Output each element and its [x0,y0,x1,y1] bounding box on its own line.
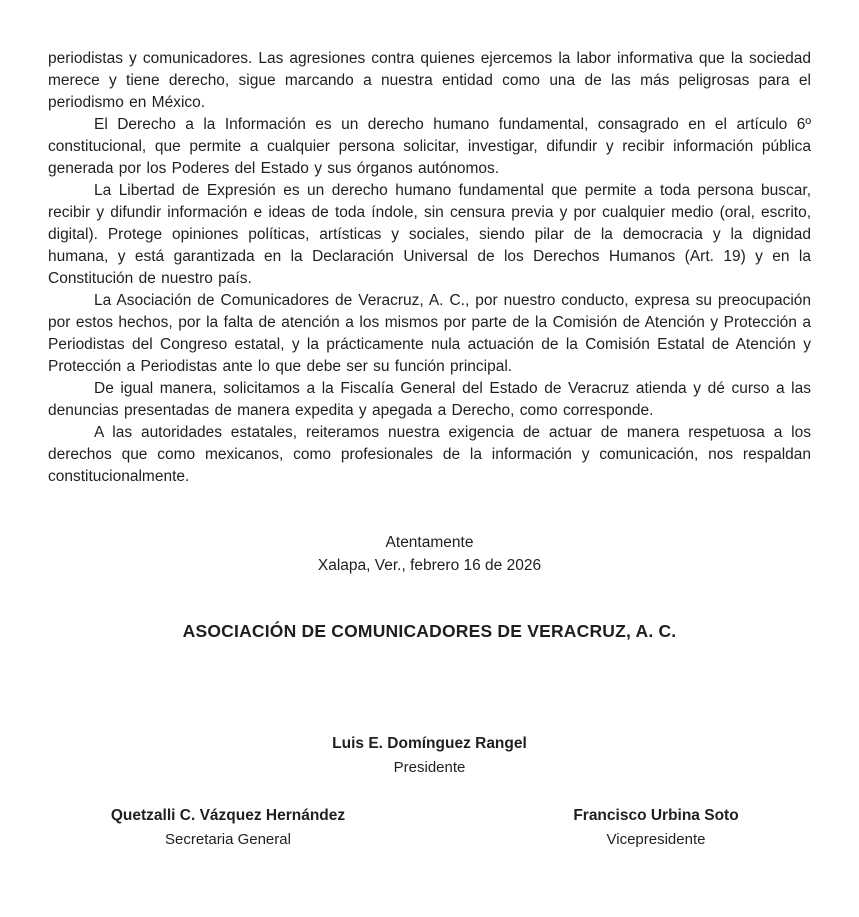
body-paragraph: periodistas y comunicadores. Las agresiones contra quienes ejercemos la labor informativa que la sociedad merece y tiene derecho, sigue marcando a nuestra entidad como una de las más peligrosas para el periodismo en México. [48,50,811,111]
body-paragraph: De igual manera, solicitamos a la Fiscalía General del Estado de Veracruz atienda y dé curso a las denuncias presentadas de manera expedita y apegada a Derecho, como corresponde. [48,380,811,419]
body-paragraph: El Derecho a la Información es un derecho humano fundamental, consagrado en el artículo 6º constitucional, que permite a cualquier persona solicitar, investigar, difundir y recibir información pública generada por los Poderes del Estado y sus órganos autónomos. [48,116,811,177]
signature-title-secretary: Secretaria General [165,831,291,848]
signature-name-secretary: Quetzalli C. Vázquez Hernández [110,807,346,824]
signature-name-vicepresident: Francisco Urbina Soto [573,807,739,824]
body-paragraph: La Asociación de Comunicadores de Veracruz, A. C., por nuestro conducto, expresa su preocupación por estos hechos, por la falta de atención a los mismos por parte de la Comisión de Atención y Protección a Periodistas del Congreso estatal, y la prácticamente nula actuación de la Comisión Estatal de Atención y Protección a Periodistas ante lo que debe ser su función principal. [48,292,811,375]
signature-vicepresident [501,804,811,852]
signature-title-vicepresident: Vicepresidente [606,831,706,848]
body-paragraph: A las autoridades estatales, reiteramos nuestra exigencia de actuar de manera respetuosa a los derechos que como mexicanos, como profesionales de la información y comunicación, nos respaldan constitucionalmente. [48,424,811,485]
signature-row [48,804,811,852]
closing-dateline: Xalapa, Ver., febrero 16 de 2026 [317,557,542,574]
organization-heading: ASOCIACIÓN DE COMUNICADORES DE VERACRUZ, A. C. [182,621,677,641]
signature-title-president: Presidente [393,759,466,776]
signature-president [48,732,811,780]
body-paragraph: La Libertad de Expresión es un derecho humano fundamental que permite a toda persona buscar, recibir y difundir información e ideas de toda índole, sin censura previa y por cualquier medio (oral, escrito, digital). Protege opiniones políticas, artísticas y sociales, siendo pilar de la democracia y la dignidad humana, y está garantizada en la Declaración Universal de los Derechos Humanos (Art. 19) y en la Constitución de nuestro país. [48,182,811,287]
signature-secretary [48,804,408,852]
closing-salutation: Atentamente [385,534,474,551]
letter-body [48,48,811,488]
signature-name-president: Luis E. Domínguez Rangel [332,735,527,752]
closing-block [48,531,811,577]
